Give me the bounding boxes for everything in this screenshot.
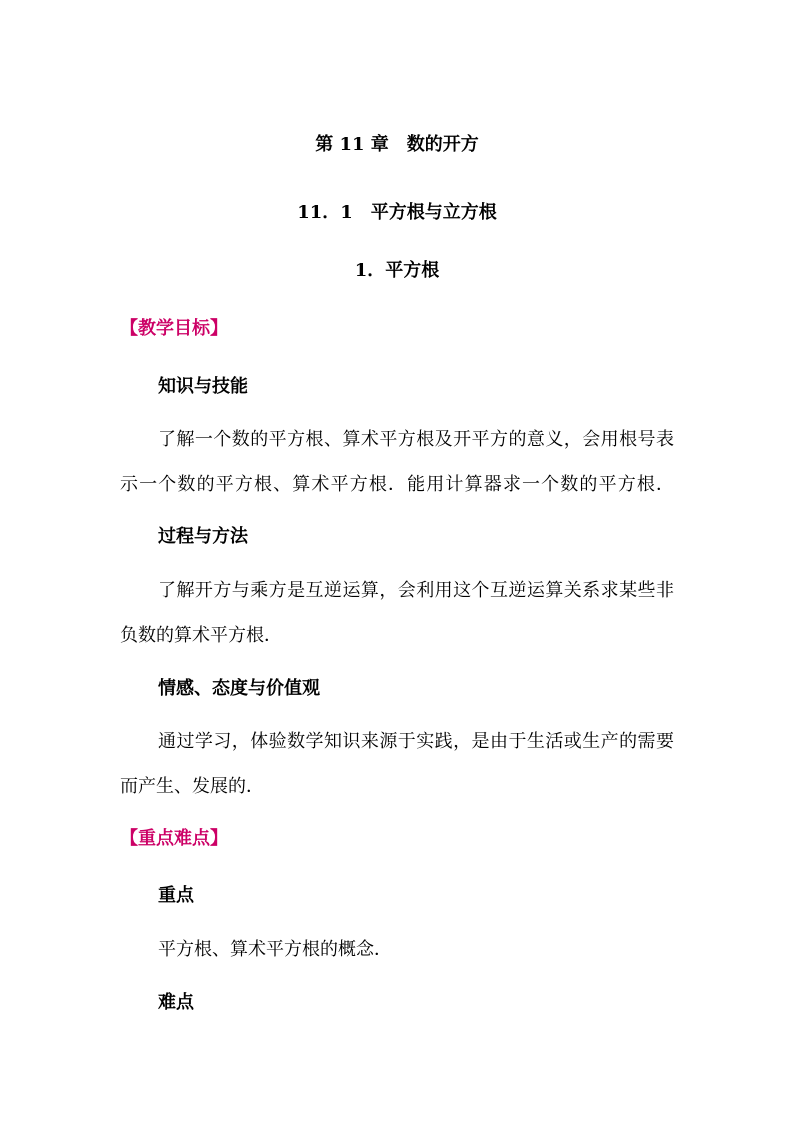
emotion-values-text-line-1-content: 通过学习，体验数学知识来源于实践，是由于生活或生产的需要 [158, 731, 674, 752]
emotion-values-label: 情感、态度与价值观 [158, 678, 320, 699]
key-point-text: 平方根、算术平方根的概念． [158, 939, 392, 960]
section-title: 11．1 平方根与立方根 [297, 202, 497, 223]
objectives-heading: 【教学目标】 [120, 318, 228, 339]
knowledge-skills-text-line-1-content: 了解一个数的平方根、算术平方根及开平方的意义，会用根号表 [158, 429, 674, 450]
knowledge-skills-text-line-2-content: 示一个数的平方根、算术平方根．能用计算器求一个数的平方根． [120, 474, 674, 495]
subsection-title: 1．平方根 [354, 260, 440, 281]
process-methods-text-line-1-content: 了解开方与乘方是互逆运算，会利用这个互逆运算关系求某些非 [158, 580, 674, 601]
key-points-heading: 【重点难点】 [120, 828, 228, 849]
emotion-values-text-line-1 [158, 731, 674, 753]
chapter-title: 第 11 章 数的开方 [315, 134, 479, 155]
knowledge-skills-label: 知识与技能 [158, 376, 248, 397]
difficulty-label: 难点 [158, 992, 194, 1013]
process-methods-text-line-1 [158, 580, 674, 602]
knowledge-skills-text-line-1 [158, 429, 674, 451]
process-methods-text-line-2: 负数的算术平方根． [120, 625, 282, 646]
knowledge-skills-text-line-2 [120, 474, 674, 496]
process-methods-label: 过程与方法 [158, 526, 248, 547]
emotion-values-text-line-2: 而产生、发展的． [120, 776, 264, 797]
key-point-label: 重点 [158, 885, 194, 906]
